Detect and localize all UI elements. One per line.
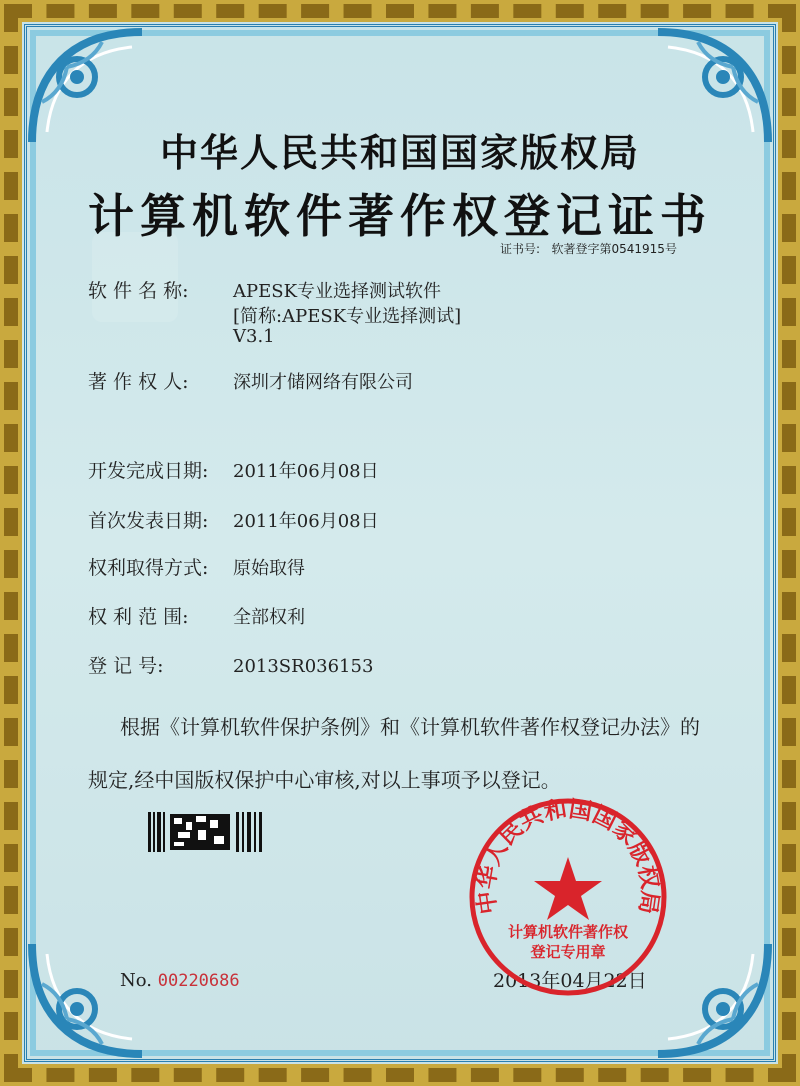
pub-date-label: 首次发表日期: (88, 510, 209, 532)
owner-label: 著 作 权 人: (88, 371, 189, 393)
scope-value: 全部权利 (233, 607, 305, 628)
seal-line-2: 登记专用章 (530, 943, 606, 961)
serial-number (120, 970, 240, 991)
owner-value: 深圳才储网络有限公司 (233, 372, 413, 393)
certificate-title: 计算机软件著作权登记证书 (88, 189, 712, 243)
field-acquire (88, 553, 305, 580)
scope-label: 权 利 范 围: (88, 606, 189, 628)
acquire-value: 原始取得 (233, 558, 305, 579)
barcode-icon (148, 812, 266, 852)
cert-number-line (500, 240, 677, 257)
pub-date-value: 2011年06月08日 (233, 511, 379, 532)
seal-line-1: 计算机软件著作权 (507, 923, 629, 941)
acquire-label: 权利取得方式: (88, 557, 209, 579)
issue-date: 2013年04月22日 (493, 970, 647, 992)
cert-number-label: 证书号: (500, 242, 541, 256)
field-owner (88, 367, 413, 394)
cert-number-value: 软著登字第0541915号 (551, 242, 677, 256)
field-software-name (88, 276, 441, 303)
field-scope (88, 602, 305, 629)
seal-ring-text: 中华人民共和国国家版权局 (473, 797, 663, 916)
statement-line-1: 根据《计算机软件保护条例》和《计算机软件著作权登记办法》的 (120, 715, 700, 739)
seal-star-icon (534, 857, 602, 920)
field-pub-date (88, 506, 379, 533)
software-name-value: APESK专业选择测试软件 (233, 281, 442, 302)
field-reg-no (88, 651, 373, 678)
dev-date-value: 2011年06月08日 (233, 461, 379, 482)
software-name-label: 软 件 名 称: (88, 280, 189, 302)
issuer-title: 中华人民共和国国家版权局 (159, 130, 640, 175)
reg-no-value: 2013SR036153 (233, 656, 374, 677)
dev-date-label: 开发完成日期: (88, 460, 209, 482)
statement-line-2: 规定,经中国版权保护中心审核,对以上事项予以登记。 (88, 768, 561, 792)
software-version: V3.1 (233, 326, 275, 347)
serial-number-label: No. (120, 970, 152, 991)
software-short-name: [简称:APESK专业选择测试] (233, 306, 462, 327)
corner-ornament-bottom-left (22, 934, 152, 1064)
official-seal (468, 797, 668, 997)
reg-no-label: 登 记 号: (88, 655, 164, 677)
field-dev-date (88, 456, 379, 483)
serial-number-value: 00220686 (157, 971, 240, 991)
